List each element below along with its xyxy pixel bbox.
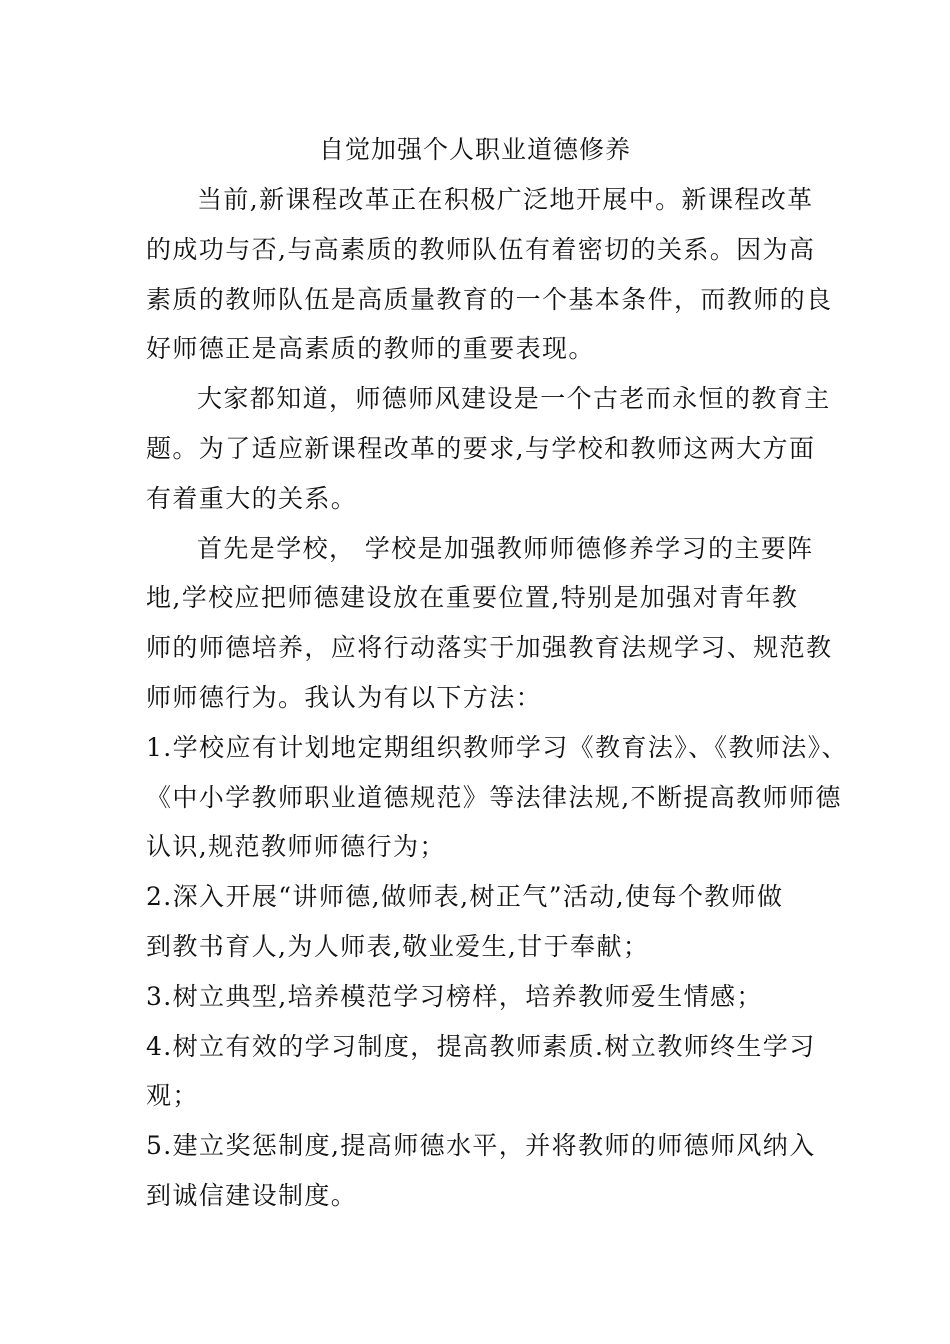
paragraph-line: 地,学校应把师德建设放在重要位置,特别是加强对青年教: [146, 583, 799, 613]
paragraph-line: 师师德行为。我认为有以下方法：: [146, 682, 543, 712]
list-item-line: 5.建立奖惩制度,提高师德水平，并将教师的师德师风纳入: [146, 1131, 816, 1161]
list-item-line: 到教书育人,为人师表,敬业爱生,甘于奉献；: [146, 931, 650, 961]
list-item-line: 到诚信建设制度。: [146, 1180, 358, 1210]
document-title: 自觉加强个人职业道德修养: [318, 135, 631, 164]
paragraph-line: 当前,新课程改革正在积极广泛地开展中。新课程改革: [197, 185, 814, 214]
list-item-line: 2.深入开展“讲师德,做师表,树正气”活动,使每个教师做: [146, 882, 784, 912]
list-item-line: 认识,规范教师师德行为；: [146, 832, 446, 862]
list-item-line: 4.树立有效的学习制度，提高教师素质.树立教师终生学习: [146, 1031, 816, 1061]
list-item-line: 1.学校应有计划地定期组织教师学习《教育法》、《教师法》、: [146, 732, 848, 762]
paragraph-line: 题。为了适应新课程改革的要求,与学校和教师这两大方面: [146, 433, 816, 463]
paragraph-line: 师的师德培养，应将行动落实于加强教育法规学习、规范教: [146, 633, 833, 663]
paragraph-line: 首先是学校， 学校是加强教师师德修养学习的主要阵: [197, 533, 814, 563]
paragraph-line: 素质的教师队伍是高质量教育的一个基本条件，而教师的良: [146, 284, 833, 314]
list-item-line: 观；: [146, 1081, 199, 1111]
paragraph-line: 大家都知道，师德师风建设是一个古老而永恒的教育主: [197, 384, 831, 414]
paragraph-line: 的成功与否,与高素质的教师队伍有着密切的关系。因为高: [146, 234, 816, 264]
list-item-line: 3.树立典型,培养模范学习榜样，培养教师爱生情感；: [146, 981, 763, 1011]
document-body: [146, 180, 848, 1226]
paragraph-line: 有着重大的关系。: [146, 483, 358, 513]
paragraph-line: 好师德正是高素质的教师的重要表现。: [146, 334, 595, 364]
list-item-line: 《中小学教师职业道德规范》等法律法规,不断提高教师师德: [146, 782, 842, 812]
